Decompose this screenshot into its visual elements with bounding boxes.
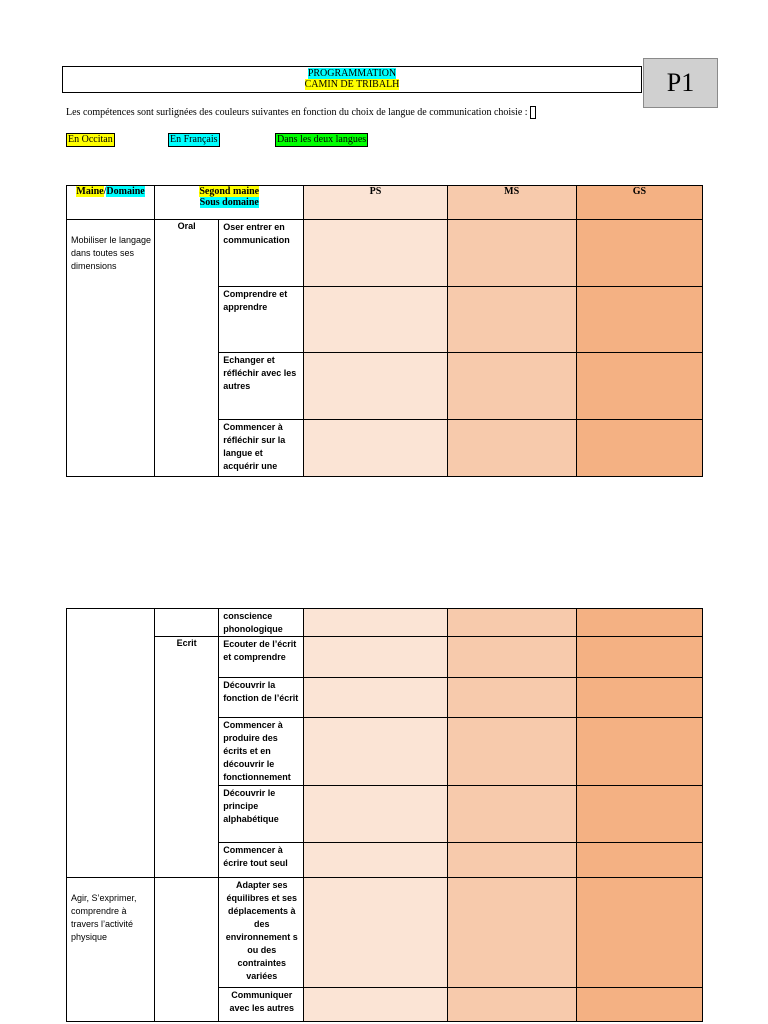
competence-cell: Communiquer avec les autres [219,988,304,1022]
ms-cell[interactable] [447,353,576,420]
gs-cell[interactable] [576,637,702,678]
ms-cell[interactable] [447,609,576,637]
ps-cell[interactable] [304,678,447,718]
gs-cell[interactable] [576,878,702,988]
ms-cell[interactable] [447,843,576,878]
domain-cell: Agir, S’exprimer, comprendre à travers l’activité physique [67,878,155,1022]
placeholder-box-glyph [530,106,536,119]
table-header-row [67,186,703,220]
ps-cell[interactable] [304,420,447,477]
competence-cell: Comprendre et apprendre [219,287,304,353]
gs-cell[interactable] [576,609,702,637]
header-main-domain: Maine/Domaine [67,186,155,220]
table-row [67,637,703,678]
ms-cell[interactable] [447,988,576,1022]
ms-cell[interactable] [447,420,576,477]
competence-cell: Commencer à réfléchir sur la langue et acquérir une [219,420,304,477]
ps-cell[interactable] [304,287,447,353]
competence-cell: Commencer à écrire tout seul [219,843,304,878]
sub-domain-cell: Ecrit [155,637,219,878]
page-badge: P1 [643,58,718,108]
ms-cell[interactable] [447,287,576,353]
competence-cell: Ecouter de l’écrit et comprendre [219,637,304,678]
competence-cell: Oser entrer en communication [219,220,304,287]
competence-cell: Découvrir le principe alphabétique [219,786,304,843]
ps-cell[interactable] [304,878,447,988]
competence-cell: Commencer à produire des écrits et en découvrir le fonctionnement [219,718,304,786]
title-line-1: PROGRAMMATION [307,68,397,79]
competence-cell: Echanger et réfléchir avec les autres [219,353,304,420]
ps-cell[interactable] [304,843,447,878]
gs-cell[interactable] [576,353,702,420]
ps-cell[interactable] [304,988,447,1022]
competence-cell: Découvrir la fonction de l’écrit [219,678,304,718]
ms-cell[interactable] [447,678,576,718]
gs-cell[interactable] [576,287,702,353]
header-ms: MS [447,186,576,220]
sub-domain-cell-continued [155,609,219,637]
sub-domain-cell: Oral [155,220,219,477]
table-row [67,878,703,988]
legend-francais: En Français [170,134,218,145]
ms-cell[interactable] [447,786,576,843]
table-row [67,220,703,287]
programming-table-2 [66,608,703,1022]
header-sub-domain: Segond maine Sous domaine [155,186,304,220]
gs-cell[interactable] [576,420,702,477]
document-title-box [62,66,642,93]
ps-cell[interactable] [304,718,447,786]
gs-cell[interactable] [576,988,702,1022]
ms-cell[interactable] [447,718,576,786]
gs-cell[interactable] [576,786,702,843]
ps-cell[interactable] [304,637,447,678]
ps-cell[interactable] [304,786,447,843]
intro-text [66,106,536,119]
title-line-2: CAMIN DE TRIBALH [304,79,400,90]
ms-cell[interactable] [447,637,576,678]
gs-cell[interactable] [576,718,702,786]
ps-cell[interactable] [304,609,447,637]
competence-cell: Adapter ses équilibres et ses déplacements à des environnement s ou des contraintes variées [219,878,304,988]
ps-cell[interactable] [304,353,447,420]
ps-cell[interactable] [304,220,447,287]
header-gs: GS [576,186,702,220]
gs-cell[interactable] [576,220,702,287]
programming-table-1 [66,185,703,477]
sub-domain-cell-empty [155,878,219,1022]
table-row [67,609,703,637]
competence-cell: conscience phonologique [219,609,304,637]
domain-cell-continued [67,609,155,878]
legend-both-languages: Dans les deux langues [277,134,367,145]
intro-sentence: Les compétences sont surlignées des couleurs suivantes en fonction du choix de langue de communication choisie : [66,106,528,118]
ms-cell[interactable] [447,220,576,287]
domain-cell: Mobiliser le langage dans toutes ses dimensions [67,220,155,477]
legend-occitan: En Occitan [68,134,113,145]
gs-cell[interactable] [576,843,702,878]
header-ps: PS [304,186,447,220]
gs-cell[interactable] [576,678,702,718]
ms-cell[interactable] [447,878,576,988]
